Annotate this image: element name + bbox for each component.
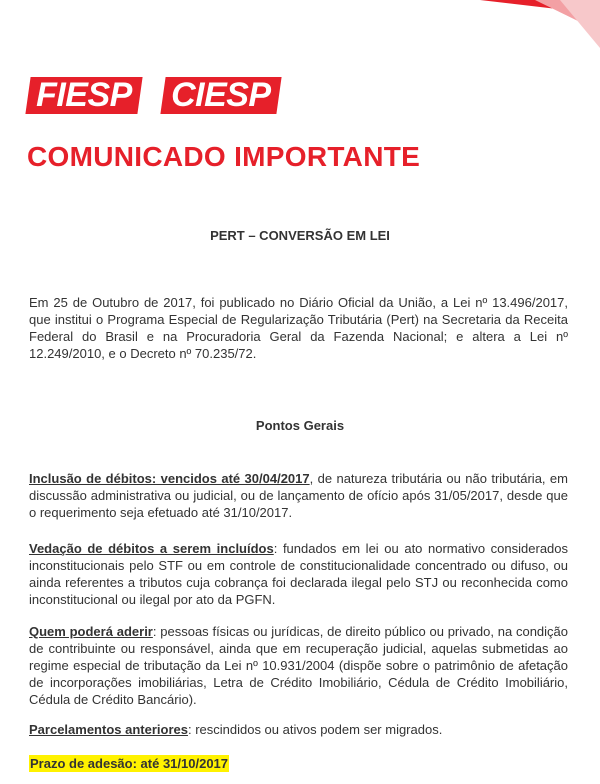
item-text: , de natureza tributária ou não tributária, em discussão administrativa ou judicial, ou de lançamento de ofício após 31/05/2017, desde que o requerimento seja efetuado até 31/10/2017. — [29, 471, 568, 520]
ciesp-logo-text: CIESP — [170, 76, 271, 114]
item-label: Inclusão de débitos: vencidos até 30/04/2017 — [29, 471, 310, 486]
section-title: Pontos Gerais — [255, 418, 345, 433]
fiesp-logo-text: FIESP — [36, 76, 132, 114]
item-vedacao — [29, 540, 568, 608]
item-text: : pessoas físicas ou jurídicas, de direito público ou privado, na condição de contribuinte ou responsável, ainda que em recuperação judicial, aquelas submetidas ao regime especial de tributação da Lei nº 10.931/2004 (dispõe sobre o patrimônio de afetação de incorporações imobiliárias, Letra de Crédito Imobiliário, Cédula de Crédito Imobiliário, Cédula de Crédito Bancário). — [29, 624, 568, 707]
item-text: : fundados em lei ou ato normativo considerados inconstitucionais pelo STF ou em controle de constitucionalidade concentrado ou difuso, ou ainda referentes a tributos cuja cobrança foi declarada ilegal pelo STJ ou reconhecida como inconstitucional ou ilegal por ato da PGFN. — [29, 541, 569, 607]
page-title: COMUNICADO IMPORTANTE — [27, 141, 421, 172]
intro-paragraph: Em 25 de Outubro de 2017, foi publicado no Diário Oficial da União, a Lei nº 13.496/2017, que institui o Programa Especial de Regularização Tributária (Pert) na Secretaria da Receita Federal do Brasil e na Procuradoria Geral da Fazenda Nacional; e altera a Lei nº 12.249/2010, e o Decreto nº 70.235/72. — [29, 295, 568, 361]
item-inclusao — [29, 470, 568, 521]
document-subtitle: PERT – CONVERSÃO EM LEI — [210, 228, 390, 243]
item-parcelamentos — [29, 721, 568, 738]
corner-decoration — [440, 0, 600, 60]
item-text: : rescindidos ou ativos podem ser migrados. — [187, 722, 443, 737]
fiesp-logo — [25, 77, 142, 114]
item-label: Parcelamentos anteriores — [29, 722, 188, 737]
item-quem-podera-aderir — [29, 623, 568, 708]
ciesp-logo — [160, 77, 281, 114]
item-label: Vedação de débitos a serem incluídos — [29, 541, 274, 556]
deadline-highlight: Prazo de adesão: até 31/10/2017 — [30, 756, 229, 771]
corner-stripes-graphic — [440, 0, 600, 60]
item-label: Quem poderá aderir — [29, 624, 153, 639]
logo-bar — [28, 77, 278, 114]
